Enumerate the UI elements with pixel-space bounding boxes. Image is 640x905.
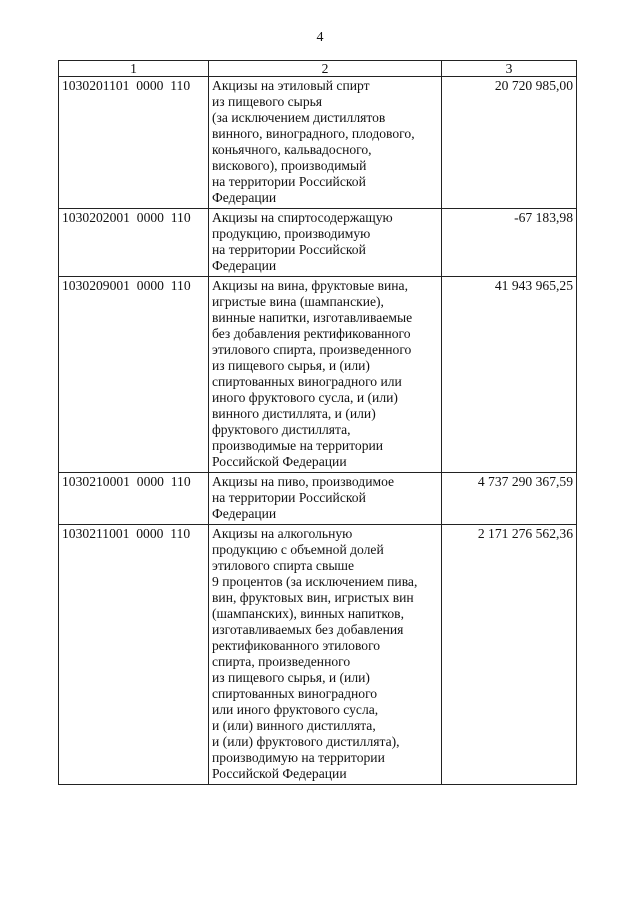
revenue-name: Акцизы на алкогольную продукцию с объемной долей этилового спирта свыше 9 процентов (за исключением пива, вин, фруктовых вин, игристых вин (шампанских), винных напитков, изготавливаемых без добавления ректификованного этилового спирта, произведенного из пищевого сырья, и (или) спиртованных виноградного или иного фруктового сусла, и (или) винного дистиллята, и (или) фруктового дистиллята), производимую на территории Российской Федерации xyxy=(209,525,442,785)
amount: 4 737 290 367,59 xyxy=(442,473,577,525)
table-row xyxy=(59,525,577,785)
revenue-name: Акцизы на вина, фруктовые вина, игристые вина (шампанские), винные напитки, изготавливаемые без добавления ректификованного этилового спирта, произведенного из пищевого сырья, и (или) спиртованных виноградного или иного фруктового сусла, и (или) винного дистиллята, и (или) фруктового дистиллята, производимые на территории Российской Федерации xyxy=(209,277,442,473)
budget-code: 1030210001 0000 110 xyxy=(59,473,209,525)
budget-table xyxy=(58,60,577,785)
column-header-code: 1 xyxy=(59,61,209,77)
revenue-name: Акцизы на спиртосодержащую продукцию, производимую на территории Российской Федерации xyxy=(209,209,442,277)
amount: 2 171 276 562,36 xyxy=(442,525,577,785)
table-row xyxy=(59,473,577,525)
table-header-row xyxy=(59,61,577,77)
amount: -67 183,98 xyxy=(442,209,577,277)
table-row xyxy=(59,209,577,277)
page-number: 4 xyxy=(316,30,324,45)
budget-code: 1030209001 0000 110 xyxy=(59,277,209,473)
revenue-name: Акцизы на пиво, производимое на территории Российской Федерации xyxy=(209,473,442,525)
table-row xyxy=(59,77,577,209)
revenue-name: Акцизы на этиловый спирт из пищевого сырья (за исключением дистиллятов винного, виноградного, плодового, коньячного, кальвадосного, вискового), производимый на территории Российской Федерации xyxy=(209,77,442,209)
budget-code: 1030202001 0000 110 xyxy=(59,209,209,277)
table-row xyxy=(59,277,577,473)
column-header-name: 2 xyxy=(209,61,442,77)
amount: 41 943 965,25 xyxy=(442,277,577,473)
column-header-amount: 3 xyxy=(442,61,577,77)
budget-code: 1030201101 0000 110 xyxy=(59,77,209,209)
amount: 20 720 985,00 xyxy=(442,77,577,209)
budget-code: 1030211001 0000 110 xyxy=(59,525,209,785)
